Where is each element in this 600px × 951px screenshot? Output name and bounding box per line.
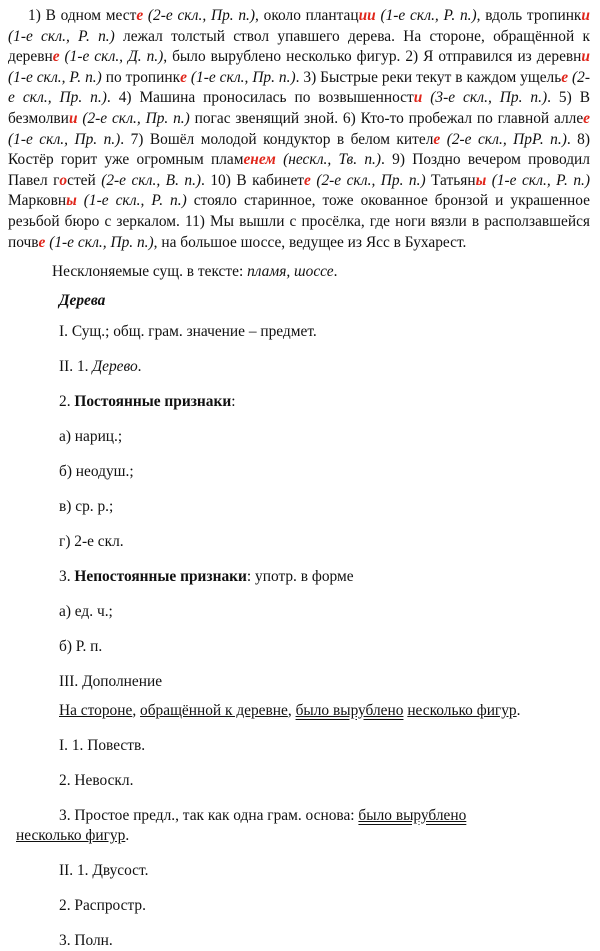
text-segment: . 3) Быстрые реки текут в каждом ущель xyxy=(295,68,562,86)
case-ending: е xyxy=(433,130,441,148)
case-ending: е xyxy=(52,48,60,66)
grammar-note: (1-е скл., Р. п.) xyxy=(486,171,591,189)
grammar-note: (1-е скл., Пр. п.) xyxy=(186,68,296,86)
grammar-note: (1-е скл., Р. п.) xyxy=(8,27,115,45)
grammar-note: (2-е скл., Пр. п.) xyxy=(77,109,190,127)
text-segment: , около плантац xyxy=(255,7,359,24)
text-segment: . 7) Вошёл молодой кондуктор в белом кител xyxy=(120,130,434,148)
case-ending: е xyxy=(304,171,311,189)
text-segment: . 5) В безмолви xyxy=(8,89,590,127)
case-ending: и xyxy=(581,48,590,66)
text-segment: , было вырублено несколько фигур. 2) Я отправился из деревн xyxy=(163,48,582,66)
constant-features-label: 2. Постоянные признаки: xyxy=(59,393,236,411)
exercise-text xyxy=(8,6,590,253)
text-segment: . 9) Поздно вечером проводил Павел г xyxy=(8,151,590,189)
variable-feature-item: а) ед. ч.; xyxy=(59,603,113,621)
text-segment: , на большое шоссе, ведущее из Ясс в Бухарест. xyxy=(153,233,467,251)
constant-feature-item: б) неодуш.; xyxy=(59,463,134,481)
parse-line: II. 1. Двусост. xyxy=(59,862,149,880)
text-segment: стей xyxy=(67,171,96,189)
case-ending: и xyxy=(413,89,423,107)
text-segment: . 4) Машина проносилась по возвышенност xyxy=(106,89,414,107)
note-label: Несклоняемые сущ. в тексте: xyxy=(52,263,248,281)
text-segment: стояло старинное, тоже окованное бронзой и украшенное резьбой бюро с зеркалом. 11) Мы вышли с просёлка, где ноги вязли в расползавшейся почв xyxy=(8,192,590,251)
case-ending: ы xyxy=(475,171,487,189)
initial-form: Дерево xyxy=(92,358,138,376)
text-segment: 1) В одном мест xyxy=(28,7,137,24)
text-segment: Татьян xyxy=(425,171,476,189)
parse-line: 3. Полн. xyxy=(59,932,113,950)
note-words: пламя, шоссе xyxy=(247,263,334,281)
analysis-part-ii: II. 1. Дерево. xyxy=(59,358,142,376)
variable-feature-item: б) Р. п. xyxy=(59,638,103,656)
grammar-note: (2-е скл., ПрР. п.) xyxy=(440,130,567,148)
text-segment: . 8) Костёр горит уже огромным плам xyxy=(8,130,590,169)
variable-features-label: 3. Непостоянные признаки: употр. в форме xyxy=(59,568,354,586)
parse-line: 2. Невоскл. xyxy=(59,772,134,790)
case-ending: и xyxy=(581,7,590,24)
case-ending: е xyxy=(38,233,46,251)
grammar-note: (1-е скл., Р. п.) xyxy=(375,7,477,24)
case-ending: е xyxy=(561,68,569,86)
parsed-sentence: На стороне, обращённой к деревне, было вырублено несколько фигур. xyxy=(59,702,521,720)
text-segment: . 10) В кабинет xyxy=(201,171,305,189)
text-segment: погас звенящий зной. 6) Кто-то пробежал по главной алле xyxy=(189,109,584,127)
grammar-note: (2-е скл., Пр. п.) xyxy=(310,171,426,189)
grammar-note: (1-е скл., Пр. п.) xyxy=(45,233,154,251)
text-segment: Марковн xyxy=(8,192,67,210)
grammar-note: (2-е скл., В. п.) xyxy=(95,171,202,189)
case-ending: ии xyxy=(358,7,376,24)
grammar-note: (2-е скл., Пр. п.) xyxy=(8,68,590,107)
case-ending: е xyxy=(180,68,187,86)
text-segment: лежал толстый ствол упавшего дерева. На стороне, обращённой к деревн xyxy=(8,27,590,66)
constant-feature-item: а) нариц.; xyxy=(59,428,123,446)
grammar-note: (1-е скл., Р. п.) xyxy=(76,192,187,210)
text-segment: , вдоль тропинк xyxy=(476,7,582,24)
case-ending: и xyxy=(68,109,78,127)
grammar-note: (2-е скл., Пр. п.) xyxy=(143,7,256,24)
grammar-note: (нескл., Тв. п.) xyxy=(275,151,381,169)
grammar-note: (1-е скл., Р. п.) xyxy=(8,68,102,86)
case-ending: е xyxy=(136,7,144,24)
case-ending: о xyxy=(59,171,68,189)
parse-line: 2. Распростр. xyxy=(59,897,146,915)
indeclinable-note: Несклоняемые сущ. в тексте: пламя, шоссе. xyxy=(52,263,338,281)
analysis-part-i: I. Сущ.; общ. грам. значение – предмет. xyxy=(59,323,317,341)
parse-line: I. 1. Повеств. xyxy=(59,737,146,755)
grammar-note: (1-е скл., Пр. п.) xyxy=(8,130,121,148)
text-segment: по тропинк xyxy=(101,68,181,86)
analysis-heading: Дерева xyxy=(59,292,106,310)
case-ending: енем xyxy=(243,151,276,169)
case-ending: е xyxy=(583,109,590,127)
analysis-part-iii: III. Дополнение xyxy=(59,673,163,691)
constant-feature-item: в) ср. р.; xyxy=(59,498,114,516)
parse-line-grammar-basis-cont: несколько фигур. xyxy=(16,827,130,845)
constant-feature-item: г) 2-е скл. xyxy=(59,533,124,551)
grammar-note: (3-е скл., Пр. п.) xyxy=(422,89,548,107)
parse-line-grammar-basis: 3. Простое предл., так как одна грам. основа: было вырублено xyxy=(59,807,467,825)
grammar-note: (1-е скл., Д. п.) xyxy=(59,48,164,66)
case-ending: ы xyxy=(66,192,77,210)
